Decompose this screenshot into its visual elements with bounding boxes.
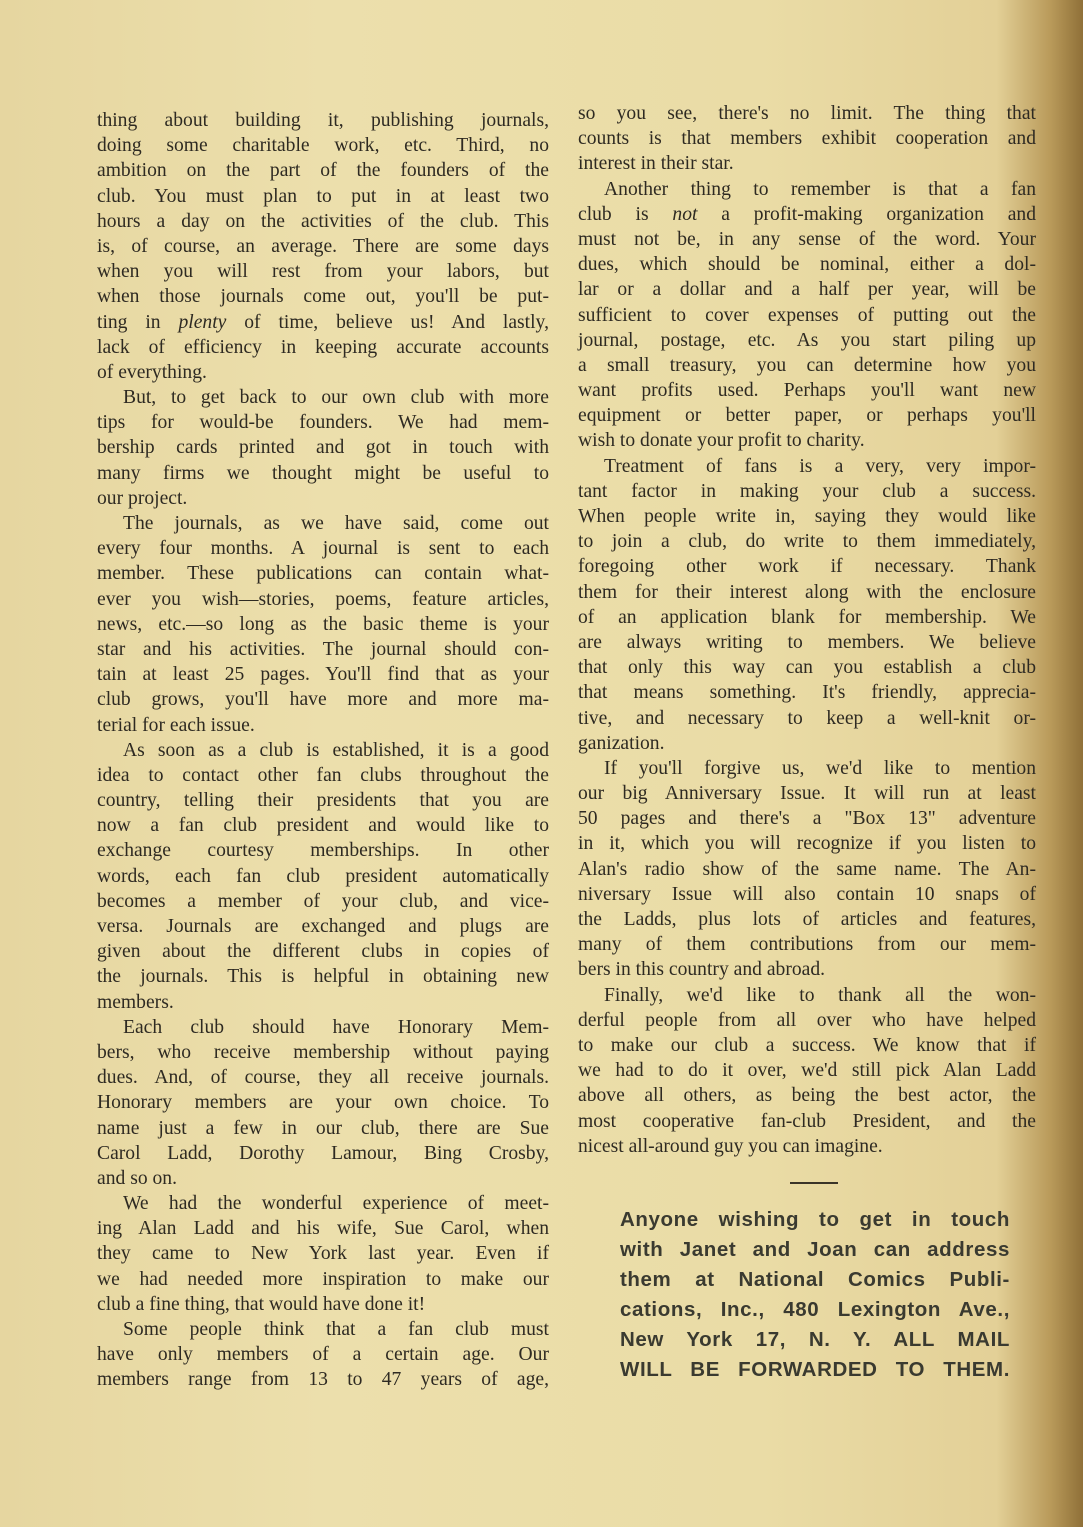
text-line: foregoing other work if necessary. Thank [578, 556, 1036, 578]
text-line: of everything. [97, 361, 207, 383]
text-line: niversary Issue will also contain 10 snaps of [578, 883, 1036, 905]
notice-line: Anyone wishing to get in touch [620, 1208, 1010, 1231]
text-line: every four months. A journal is sent to each [97, 538, 549, 560]
text-line: If you'll forgive us, we'd like to mention [604, 757, 1036, 779]
text-line: interest in their star. [578, 153, 734, 175]
section-divider [790, 1182, 838, 1184]
text-line: are always writing to members. We believe [578, 631, 1036, 653]
text-line: Finally, we'd like to thank all the won- [604, 984, 1036, 1006]
text-line: ting in plenty of time, believe us! And lastly, [97, 311, 549, 333]
text-line: they came to New York last year. Even if [97, 1243, 549, 1265]
text-line: idea to contact other fan clubs throughout the [97, 764, 549, 786]
text-line: is, of course, an average. There are some days [97, 235, 549, 257]
text-line: sufficient to cover expenses of putting out the [578, 304, 1036, 326]
text-line: tips for would-be founders. We had mem- [97, 412, 549, 434]
text-line: club. You must plan to put in at least two [97, 185, 549, 207]
text-line: As soon as a club is established, it is a good [123, 739, 549, 761]
text-line: ganization. [578, 732, 665, 754]
notice-line: them at National Comics Publi- [620, 1268, 1010, 1291]
text-line: a small treasury, you can determine how you [578, 354, 1036, 376]
text-line: club is not a profit-making organization and [578, 203, 1036, 225]
text-line: wish to donate your profit to charity. [578, 430, 865, 452]
left-column [97, 108, 549, 1393]
text-line: when those journals come out, you'll be put- [97, 286, 549, 308]
text-line: of an application blank for membership. We [578, 606, 1036, 628]
text-line: and so on. [97, 1167, 178, 1189]
text-line: Alan's radio show of the same name. The An- [578, 858, 1036, 880]
text-line: 50 pages and there's a "Box 13" adventure [578, 808, 1036, 830]
text-line: name just a few in our club, there are Sue [97, 1117, 549, 1139]
text-line: tain at least 25 pages. You'll find that as your [97, 664, 549, 686]
text-line: our project. [97, 487, 188, 509]
text-line: in it, which you will recognize if you listen to [578, 833, 1036, 855]
text-line: have only members of a certain age. Our [97, 1344, 549, 1366]
text-line: many firms we thought might be useful to [97, 462, 549, 484]
text-line: want profits used. Perhaps you'll want new [578, 380, 1036, 402]
text-line: Some people think that a fan club must [123, 1319, 549, 1340]
right-column [578, 101, 1036, 1159]
text-line: the journals. This is helpful in obtaining new [97, 966, 549, 988]
text-line: Another thing to remember is that a fan [604, 178, 1036, 200]
text-line: bership cards printed and got in touch with [97, 437, 549, 459]
text-line: When people write in, saying they would like [578, 506, 1036, 527]
text-line: to make our club a success. We know that if [578, 1034, 1036, 1056]
text-line: doing some charitable work, etc. Third, no [97, 135, 549, 157]
text-line: members. [97, 991, 174, 1013]
emphasis: not [672, 203, 698, 225]
text-line: equipment or better paper, or perhaps you'll [578, 405, 1036, 427]
text-line: member. These publications can contain what- [97, 563, 549, 585]
text-line: members range from 13 to 47 years of age, [97, 1369, 549, 1391]
text-line: Each club should have Honorary Mem- [123, 1016, 549, 1038]
text-line: We had the wonderful experience of meet- [123, 1193, 549, 1215]
text-line: bers, who receive membership without paying [97, 1041, 549, 1063]
text-line: dues. And, of course, they all receive journals. [97, 1067, 549, 1089]
notice-line: cations, Inc., 480 Lexington Ave., [620, 1298, 1010, 1321]
text-line: club a fine thing, that would have done it! [97, 1293, 426, 1315]
text-line: news, etc.—so long as the basic theme is your [97, 613, 549, 635]
text-line: lar or a dollar and a half per year, will be [578, 279, 1036, 301]
text-line: the Ladds, plus lots of articles and features, [578, 909, 1036, 930]
text-line: becomes a member of your club, and vice- [97, 890, 549, 912]
text-line: star and his activities. The journal should con- [97, 638, 549, 660]
text-line: most cooperative fan-club President, and the [578, 1110, 1036, 1132]
text-line: ever you wish—stories, poems, feature articles, [97, 588, 549, 610]
text-line: that means something. It's friendly, apprecia- [578, 682, 1036, 704]
text-line: bers in this country and abroad. [578, 959, 826, 981]
text-line: we had needed more inspiration to make our [97, 1268, 549, 1290]
text-line: must not be, in any sense of the word. Your [578, 228, 1036, 250]
text-line: when you will rest from your labors, but [97, 261, 549, 283]
text-line: club grows, you'll have more and more ma- [97, 689, 549, 711]
text-line: we had to do it over, we'd still pick Alan Ladd [578, 1060, 1036, 1082]
text-line: country, telling their presidents that you are [97, 790, 549, 812]
contact-notice [620, 1205, 1010, 1385]
text-line: The journals, as we have said, come out [123, 513, 549, 534]
text-line: versa. Journals are exchanged and plugs are [97, 916, 549, 937]
text-line: Carol Ladd, Dorothy Lamour, Bing Crosby, [97, 1142, 549, 1164]
text-line: dues, which should be nominal, either a dol- [578, 254, 1036, 276]
notice-line: WILL BE FORWARDED TO THEM. [620, 1358, 1010, 1381]
text-line: ambition on the part of the founders of the [97, 160, 549, 182]
text-line: journal, postage, etc. As you start piling up [578, 329, 1036, 351]
notice-line: New York 17, N. Y. ALL MAIL [620, 1328, 1010, 1351]
text-line: terial for each issue. [97, 714, 255, 736]
notice-line: with Janet and Joan can address [620, 1238, 1010, 1261]
text-line: exchange courtesy memberships. In other [97, 840, 549, 862]
text-line: hours a day on the activities of the club. This [97, 210, 549, 232]
text-line: so you see, there's no limit. The thing that [578, 103, 1036, 124]
text-line: nicest all-around guy you can imagine. [578, 1135, 883, 1157]
text-line: words, each fan club president automatically [97, 865, 549, 887]
text-line: Treatment of fans is a very, very impor- [604, 455, 1036, 477]
text-line: them for their interest along with the enclosure [578, 581, 1036, 603]
text-line: lack of efficiency in keeping accurate accounts [97, 336, 549, 358]
text-line: derful people from all over who have helped [578, 1009, 1036, 1031]
text-line: that only this way can you establish a club [578, 657, 1036, 679]
text-line: But, to get back to our own club with more [123, 387, 549, 409]
text-line: ing Alan Ladd and his wife, Sue Carol, when [97, 1218, 549, 1240]
text-line: our big Anniversary Issue. It will run at least [578, 783, 1036, 805]
text-line: tant factor in making your club a success. [578, 480, 1036, 502]
text-line: thing about building it, publishing journals, [97, 110, 549, 131]
text-line: above all others, as being the best actor, the [578, 1085, 1036, 1107]
text-line: to join a club, do write to them immediately, [578, 531, 1036, 553]
emphasis: plenty [178, 311, 227, 333]
text-line: counts is that members exhibit cooperation and [578, 128, 1036, 150]
text-line: many of them contributions from our mem- [578, 934, 1036, 956]
text-line: now a fan club president and would like to [97, 815, 549, 837]
text-line: given about the different clubs in copies of [97, 941, 549, 963]
text-line: tive, and necessary to keep a well-knit or- [578, 707, 1036, 729]
text-line: Honorary members are your own choice. To [97, 1092, 549, 1114]
